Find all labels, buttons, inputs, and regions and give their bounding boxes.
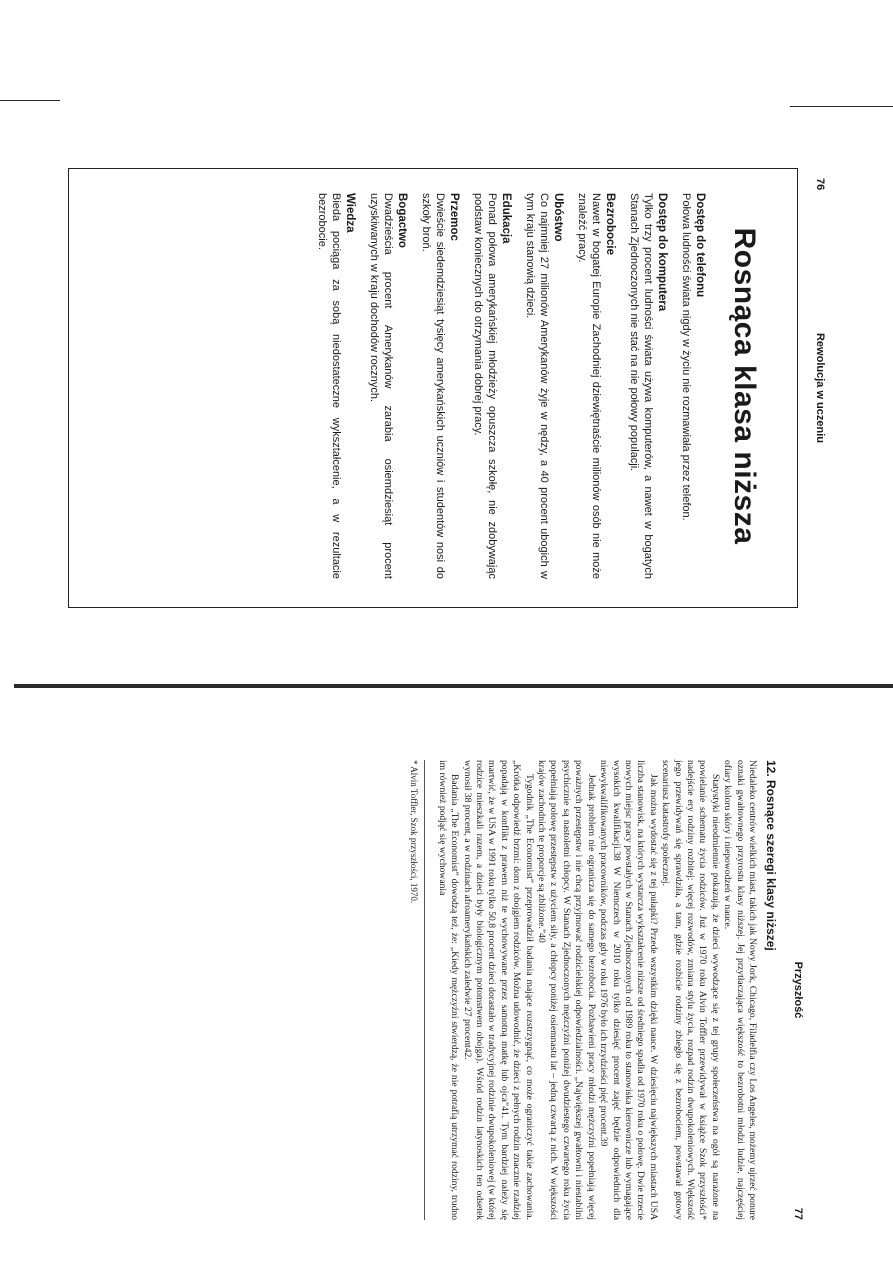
- section-wealth: [367, 193, 410, 579]
- section-text: Dwadzieścia procent Amerykanów zarabia osiemdziesiąt procent uzyskiwanych w kraju dochodów rocznych.: [368, 193, 395, 579]
- section-text: Dwieście siedemdziesiąt tysięcy amerykańskich uczniów i studentów nosi do szkoły broń.: [420, 193, 447, 579]
- section-heading: Bezrobocie: [604, 193, 617, 255]
- running-head-77: [786, 760, 806, 1220]
- section-poverty: [523, 193, 566, 579]
- page-77: [76, 760, 806, 1220]
- paragraph: Tygodnik „The Economist” przeprowadził badania mające rozstrzygnąć, co może ograniczyć takie zachowania. „Krótka odpowiedź brzmi: dom z obojgiem rodziców. Można udowodnić, że dzieci z pełnych rodzin znacznie rzadziej popadają w konflikt z prawem niż te wychowywane przez samotną matkę lub ojca”41. Tym bardziej należy się martwić, że w USA w 1991 roku tylko 50,8 procent dzieci dorastało w tradycyjnej rodzinie dwupokoleniowej (w której rodzice mieszkali razem, a dzieci były biologicznym potomstwem obojga). Wśród rodzin latynoskich ten odsetek wynosił 38 procent, a w rodzinach afroamerykańskich zaledwie 27 procent42.: [461, 760, 535, 1220]
- section-heading: Wiedza: [344, 193, 357, 233]
- section-text: Ponad połowa amerykańskiej młodzieży opuszcza szkołę, nie zdobywając podstaw koniecznych do otrzymania dobrej pracy.: [472, 193, 499, 579]
- page-76: [68, 168, 828, 608]
- section-violence: [419, 193, 462, 579]
- section-heading: Przemoc: [448, 193, 461, 241]
- section-text: Tylko trzy procent ludności świata używa komputerów, a nawet w bogatych Stanach Zjednoczonych nie stać na nie połowy populacji.: [628, 193, 655, 579]
- running-head-76: [808, 178, 828, 598]
- section-heading: Dostęp do komputera: [656, 193, 669, 312]
- sidebar-box: [68, 168, 798, 608]
- section-heading: Ubóstwo: [552, 193, 565, 242]
- section-heading: Dostęp do telefonu: [694, 193, 706, 298]
- section-computer: [627, 193, 670, 579]
- paragraph: Badania „The Economist” dowodzą też, że: „Kiedy mężczyźni stwierdzą, że nie potrafią utrzymać rodziny, trudno im również podjąć się wychowania: [436, 760, 461, 1220]
- paragraph: Niedaleko centrów wielkich miast, takich jak Nowy Jork, Chicago, Filadelfia czy Los Angeles, możemy ujrzeć ponure oznaki gwałtownego przyrostu klasy niższej. Jej przytłaczająca większość to bezrobotni młodzi ludzie, najczęściej ofiary koloru skóry i niepowodzeń w nauce.: [722, 760, 758, 1220]
- section-unemployment: [575, 193, 618, 579]
- paragraph: Jednak problem nie ogranicza się do samego bezrobocia. Pozbawieni pracy młodzi mężczyźni popełniają więcej poważnych przestępstw i nie chcą przyjmować rodzicielskiej odpowiedzialności. „Największej gwałtowni i niestabilni psychicznie są nastoletni chłopcy. W Stanach Zjednoczonych mężczyźni poniżej dwudziestego czwartego roku życia popełniają połowę przestępstw z użyciem siły, a chłopcy poniżej osiemnastu lat – jedną czwartą z nich. W większości krajów zachodnich te proporcje są zbliżone.”40: [536, 760, 597, 1220]
- running-title: Przyszłość: [792, 961, 804, 1019]
- section-knowledge: [315, 193, 358, 579]
- page-body: [408, 760, 782, 1220]
- section-telephone: [679, 193, 708, 579]
- section-education: [471, 193, 514, 579]
- footnote: * Alvin Toffler, Szok przyszłości, 1970.: [408, 760, 425, 1220]
- section-text: Co najmniej 27 milionów Amerykanów żyje w nędzy, a 40 procent ubogich w tym kraju stanowią dzieci.: [524, 193, 551, 579]
- section-heading: Bogactwo: [396, 193, 409, 248]
- running-title: Rewolucja w uczeniu: [814, 332, 826, 444]
- paragraph: Statystyki nieodmiennie pokazują, że dzieci wywodzące się z tej grupy społeczeństwa na ogół są narażone na powielanie schematu życia rodziców. Już w 1970 roku Alvin Toffler przewidywał w książce Szok przyszłości* nadejście ery rodziny rozbitej: więcej rozwodów, zmiana stylu życia, rozpad rodzin dwupokoleniowych. Większość jego przewidywań się sprawdziła, a tam, gdzie rozbicie rodziny zbiegło się z bezrobociem, powstawał gotowy scenariusz katastrofy społecznej.: [660, 760, 721, 1220]
- page-number: 76: [814, 178, 826, 191]
- section-text: Bieda pociąga za sobą niedostateczne wykształcenie, a w rezultacie bezrobocie.: [316, 193, 343, 579]
- chapter-heading: 12. Rosnące szeregi klasy niższej: [764, 760, 778, 951]
- paragraph: Jak można wydostać się z tej pułapki? Przede wszystkim dzięki nauce. W dziesięciu największych miastach USA liczba stanowisk, na których wystarcza wykształcenie niższe od średniego spadła od 1970 roku o połowę. Dwie trzecie nowych miejsc pracy powstałych w Stanach Zjednoczonych od 1989 roku to stanowiska kierownicze lub wymagające wysokich kwalifikacji.38 W Niemczech w 2010 roku tylko dziesięć procent zajęć będzie odpowiednich dla niewykwalifikowanych pracowników, podczas gdy w roku 1976 było ich trzydzieści pięć procent.39: [598, 760, 659, 1220]
- page-number: 77: [792, 1207, 804, 1220]
- section-text: Połowa ludności świata nigdy w życiu nie rozmawiała przez telefon.: [680, 193, 692, 521]
- section-heading: Edukacja: [500, 193, 513, 244]
- section-text: Nawet w bogatej Europie Zachodniej dziewiętnaście milionów osób nie może znaleźć pracy.: [576, 193, 603, 579]
- box-title: Rosnąca klasa niższa: [728, 227, 761, 545]
